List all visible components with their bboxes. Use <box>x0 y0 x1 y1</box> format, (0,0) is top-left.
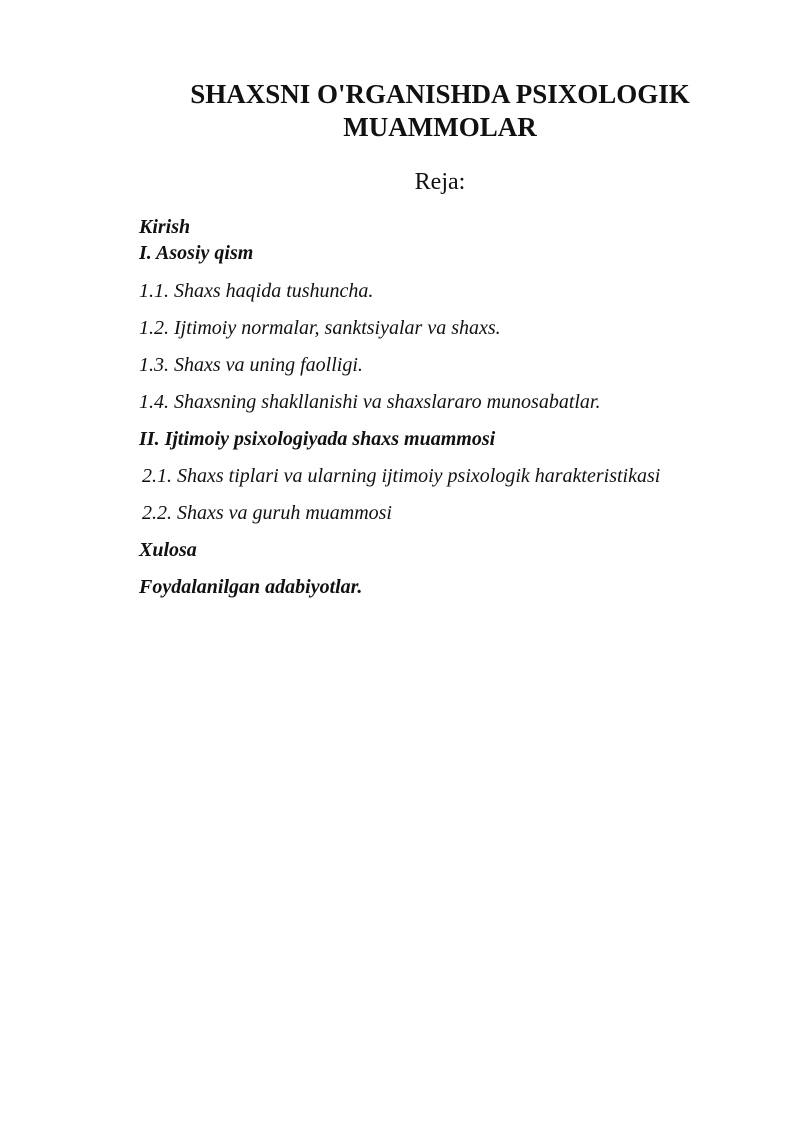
toc-item-1-3: 1.3. Shaxs va uning faolligi. <box>139 354 363 376</box>
plan-heading: Reja: <box>414 169 466 195</box>
toc-item-main-part: I. Asosiy qism <box>139 242 254 264</box>
toc-item-2-2: 2.2. Shaxs va guruh muammosi <box>142 502 392 524</box>
toc-item-introduction: Kirish <box>139 216 191 238</box>
toc-item-2-1: 2.1. Shaxs tiplari va ularning ijtimoiy psixologik harakteristikasi <box>142 465 661 487</box>
document-title-line-1: SHAXSNI O'RGANISHDA PSIXOLOGIK <box>190 79 690 109</box>
toc-item-section-2: II. Ijtimoiy psixologiyada shaxs muammosi <box>139 428 496 450</box>
toc-item-references: Foydalanilgan adabiyotlar. <box>139 576 363 598</box>
document-title <box>140 78 740 144</box>
toc-item-1-2: 1.2. Ijtimoiy normalar, sanktsiyalar va shaxs. <box>139 317 501 339</box>
toc-item-1-4: 1.4. Shaxsning shakllanishi va shaxslararo munosabatlar. <box>139 391 601 413</box>
toc-item-conclusion: Xulosa <box>139 539 197 561</box>
document-title-line-2: MUAMMOLAR <box>343 112 537 142</box>
toc-item-1-1: 1.1. Shaxs haqida tushuncha. <box>139 280 374 302</box>
